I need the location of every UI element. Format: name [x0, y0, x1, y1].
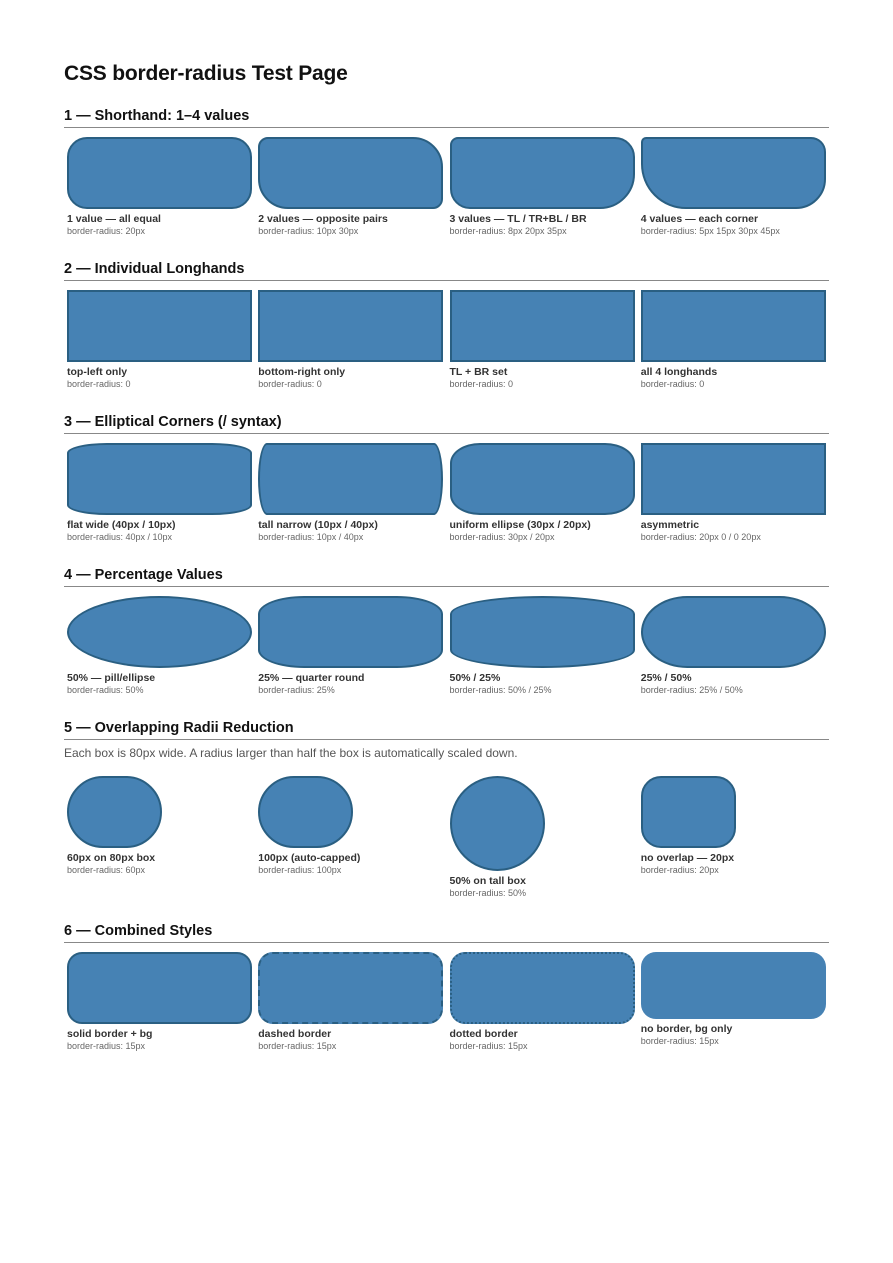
demo-cell [255, 290, 446, 390]
demo-caption: 25% — quarter round [258, 672, 365, 684]
demo-cell [447, 290, 638, 390]
demo-code: border-radius: 25% [258, 685, 335, 695]
section-title: 1 — Shorthand: 1–4 values [64, 108, 829, 128]
demo-code: border-radius: 50% [67, 685, 144, 695]
demo-caption: asymmetric [640, 519, 700, 531]
section-description: Each box is 80px wide. A radius larger than half the box is automatically scaled down. [64, 746, 518, 760]
demo-cell [255, 952, 446, 1052]
demo-caption: 50% on tall box [449, 875, 526, 887]
demo-code: border-radius: 10px 30px [258, 226, 359, 236]
demo-cell [447, 137, 638, 237]
demo-cell [638, 137, 829, 237]
demo-cell [64, 137, 255, 237]
page-title: CSS border-radius Test Page [64, 62, 348, 85]
demo-caption: 25% / 50% [640, 672, 692, 684]
section-combined [64, 923, 829, 1052]
demo-cell [255, 596, 446, 696]
demo-cell [255, 443, 446, 543]
demo-box [641, 290, 826, 362]
section-title: 4 — Percentage Values [64, 567, 829, 587]
section-title: 3 — Elliptical Corners (/ syntax) [64, 414, 829, 434]
demo-code: border-radius: 0 [67, 379, 131, 389]
demo-code: border-radius: 25% / 50% [640, 685, 743, 695]
demo-cell [638, 596, 829, 696]
demo-box [258, 596, 443, 668]
demo-cell [64, 290, 255, 390]
demo-box [67, 137, 252, 209]
demo-cell [64, 952, 255, 1052]
demo-cell [638, 776, 829, 899]
demo-code: border-radius: 0 [449, 379, 514, 389]
demo-cell [447, 596, 638, 696]
demo-code: border-radius: 15px [640, 1036, 719, 1046]
demo-caption: all 4 longhands [640, 366, 718, 378]
section-longhands [64, 261, 829, 390]
demo-box [67, 596, 252, 668]
demo-cell [64, 776, 255, 899]
demo-box [641, 443, 826, 515]
demo-code: border-radius: 50% / 25% [449, 685, 552, 695]
demo-cell [255, 776, 446, 899]
demo-box [641, 137, 826, 209]
section-title: 6 — Combined Styles [64, 923, 829, 943]
demo-code: border-radius: 10px / 40px [258, 532, 364, 542]
demo-code: border-radius: 0 [640, 379, 705, 389]
demo-cell [447, 443, 638, 543]
demo-code: border-radius: 40px / 10px [67, 532, 173, 542]
demo-cell [638, 952, 829, 1052]
demo-box [641, 596, 826, 668]
demo-box [258, 290, 443, 362]
demo-box [450, 443, 635, 515]
demo-cell [447, 776, 638, 899]
demo-cell [255, 137, 446, 237]
demo-caption: no overlap — 20px [640, 852, 735, 864]
demo-caption: 2 values — opposite pairs [258, 213, 388, 225]
demo-box [450, 952, 635, 1024]
demo-caption: bottom-right only [258, 366, 346, 378]
demo-caption: 60px on 80px box [67, 852, 156, 864]
demo-cell [64, 596, 255, 696]
demo-box [641, 776, 736, 848]
demo-box [258, 776, 353, 848]
demo-caption: 50% / 25% [449, 672, 501, 684]
demo-box [258, 952, 443, 1024]
demo-caption: no border, bg only [640, 1023, 733, 1035]
demo-code: border-radius: 30px / 20px [449, 532, 555, 542]
demo-caption: 1 value — all equal [67, 213, 161, 225]
demo-caption: flat wide (40px / 10px) [67, 519, 176, 531]
demo-caption: dotted border [449, 1028, 518, 1040]
section-elliptical [64, 414, 829, 543]
demo-caption: top-left only [67, 366, 128, 378]
demo-box [67, 290, 252, 362]
demo-caption: dashed border [258, 1028, 332, 1040]
demo-cell [64, 443, 255, 543]
demo-box [258, 443, 443, 515]
demo-caption: solid border + bg [67, 1028, 153, 1040]
demo-code: border-radius: 15px [449, 1041, 528, 1051]
demo-code: border-radius: 8px 20px 35px [449, 226, 567, 236]
demo-code: border-radius: 15px [67, 1041, 146, 1051]
demo-box [67, 952, 252, 1024]
demo-box [67, 776, 162, 848]
section-shorthand [64, 108, 829, 237]
demo-code: border-radius: 5px 15px 30px 45px [640, 226, 780, 236]
demo-code: border-radius: 20px 0 / 0 20px [640, 532, 761, 542]
section-percentage [64, 567, 829, 696]
demo-box [450, 290, 635, 362]
demo-cell [447, 952, 638, 1052]
demo-caption: 50% — pill/ellipse [67, 672, 156, 684]
demo-code: border-radius: 20px [640, 865, 719, 875]
demo-box [67, 443, 252, 515]
demo-code: border-radius: 50% [449, 888, 527, 898]
section-overlapping [64, 720, 829, 899]
demo-cell [638, 443, 829, 543]
demo-box [450, 776, 545, 871]
demo-caption: uniform ellipse (30px / 20px) [449, 519, 591, 531]
demo-box [641, 952, 826, 1019]
demo-code: border-radius: 15px [258, 1041, 337, 1051]
demo-caption: 3 values — TL / TR+BL / BR [449, 213, 587, 225]
demo-box [450, 596, 635, 668]
demo-box [258, 137, 443, 209]
demo-code: border-radius: 20px [67, 226, 146, 236]
demo-box [450, 137, 635, 209]
section-title: 5 — Overlapping Radii Reduction [64, 720, 829, 740]
demo-caption: TL + BR set [449, 366, 508, 378]
demo-code: border-radius: 100px [258, 865, 342, 875]
section-title: 2 — Individual Longhands [64, 261, 829, 281]
demo-code: border-radius: 0 [258, 379, 322, 389]
demo-code: border-radius: 60px [67, 865, 146, 875]
demo-caption: 4 values — each corner [640, 213, 759, 225]
demo-caption: tall narrow (10px / 40px) [258, 519, 378, 531]
demo-cell [638, 290, 829, 390]
demo-caption: 100px (auto-capped) [258, 852, 361, 864]
